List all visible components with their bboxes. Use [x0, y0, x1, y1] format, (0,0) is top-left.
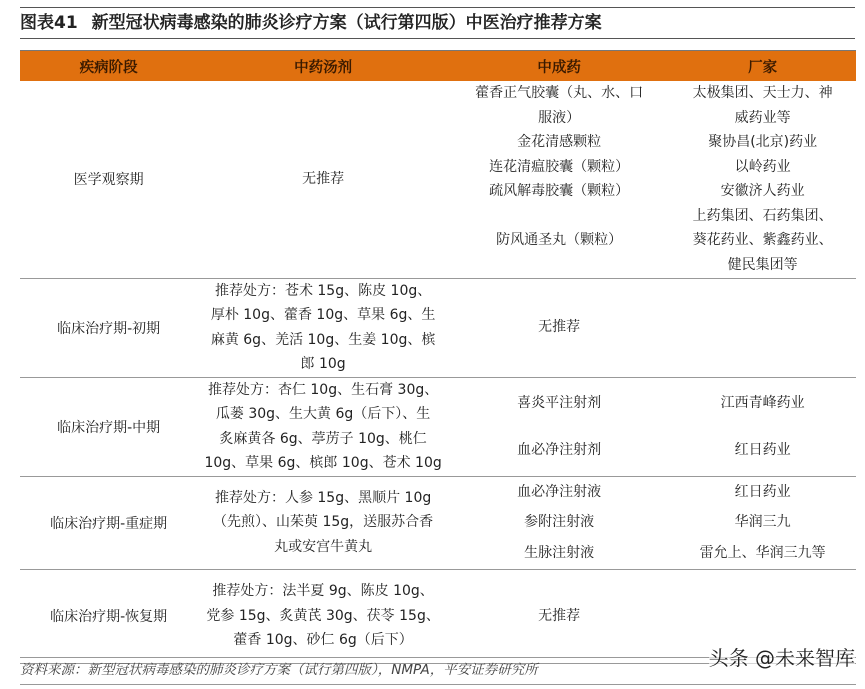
manufacturer-item [669, 438, 856, 463]
patent-medicine-cell [449, 476, 669, 569]
medicine-stack [449, 570, 669, 663]
table-row [20, 476, 856, 569]
stage-cell: 临床治疗期-重症期 [20, 476, 197, 569]
manufacturer-item [669, 130, 856, 155]
medicine-name-line: 防风通圣丸（颗粒） [496, 232, 623, 249]
medicine-name-line: 无推荐 [538, 319, 581, 336]
medicine-name-line: 连花清瘟胶囊（颗粒） [489, 158, 630, 175]
table-row [20, 81, 856, 278]
source-note: 资料来源：新型冠状病毒感染的肺炎诊疗方案（试行第四版），NMPA，平安证券研究所 [20, 657, 856, 685]
maker-stack [669, 280, 856, 375]
decoction-line: 党参 15g、炙黄芪 30g、茯苓 15g、 [206, 607, 440, 624]
figure-title-text: 新型冠状病毒感染的肺炎诊疗方案（试行第四版）中医治疗推荐方案 [91, 13, 602, 33]
medicine-name-line: 金花清感颗粒 [517, 134, 602, 151]
medicine-name-line: 疏风解毒胶囊（颗粒） [489, 183, 630, 200]
manufacturer-cell [669, 81, 856, 278]
manufacturer-cell [669, 278, 856, 377]
medicine-item [449, 130, 669, 155]
maker-stack [669, 380, 856, 473]
manufacturer-item [669, 204, 856, 278]
manufacturer-line: 以岭药业 [734, 158, 791, 175]
header-stage: 疾病阶段 [20, 51, 197, 82]
manufacturer-line: 雷允上、华润三九等 [699, 544, 826, 561]
figure-title [20, 7, 855, 39]
decoction-line: 推荐处方：法半夏 9g、陈皮 10g、 [212, 583, 434, 600]
maker-stack [669, 477, 856, 569]
manufacturer-item [669, 81, 856, 130]
medicine-name-line: 生脉注射液 [524, 544, 595, 561]
manufacturer-item [669, 541, 856, 566]
manufacturer-line: 红日药业 [734, 441, 791, 458]
patent-medicine-cell [449, 569, 669, 663]
medicine-name-line: 无推荐 [538, 607, 581, 624]
decoction-line: 麻黄 6g、羌活 10g、生姜 10g、槟 [210, 331, 436, 348]
stage-cell: 临床治疗期-恢复期 [20, 569, 197, 663]
header-manufacturer: 厂家 [669, 51, 856, 82]
manufacturer-line: 江西青峰药业 [720, 395, 805, 411]
decoction-cell [197, 476, 449, 569]
decoction-line: 10g、草果 6g、槟郎 10g、苍术 10g [204, 455, 442, 471]
decoction-cell [197, 278, 449, 377]
manufacturer-cell [669, 476, 856, 569]
medicine-item [449, 81, 669, 130]
header-decoction: 中药汤剂 [197, 51, 449, 82]
decoction-line: （先煎）、山茱萸 15g，送服苏合香 [213, 514, 434, 531]
medicine-name-line: 服液） [538, 109, 581, 126]
medicine-name-line: 喜炎平注射剂 [517, 395, 602, 411]
stage-cell: 医学观察期 [20, 81, 197, 278]
table-header-row [20, 51, 856, 82]
decoction-line: 推荐处方：人参 15g、黑顺片 10g [214, 489, 432, 506]
medicine-item [449, 391, 669, 416]
decoction-line: 郎 10g [300, 356, 346, 372]
manufacturer-cell [669, 377, 856, 476]
medicine-name-line: 藿香正气胶囊（丸、水、口 [475, 85, 644, 102]
patent-medicine-cell [449, 377, 669, 476]
medicine-item [449, 179, 669, 204]
manufacturer-line: 上药集团、石药集团、 [692, 207, 833, 224]
manufacturer-item [669, 480, 856, 505]
manufacturer-item [669, 179, 856, 204]
medicine-item [449, 204, 669, 278]
maker-stack [669, 81, 856, 277]
manufacturer-line: 安徽济人药业 [720, 183, 805, 200]
decoction-line: 推荐处方：苍术 15g、陈皮 10g、 [214, 282, 432, 299]
decoction-line: 无推荐 [302, 171, 345, 187]
header-patent-medicine: 中成药 [449, 51, 669, 82]
decoction-line: 厚朴 10g、藿香 10g、草果 6g、生 [210, 307, 436, 323]
medicine-stack [449, 380, 669, 473]
medicine-stack [449, 477, 669, 569]
medicine-stack [449, 81, 669, 277]
decoction-line: 推荐处方：杏仁 10g、生石膏 30g、 [207, 381, 439, 398]
decoction-line: 藿香 10g、砂仁 6g（后下） [233, 632, 413, 649]
medicine-item [449, 315, 669, 340]
manufacturer-line: 华润三九 [734, 514, 791, 531]
medicine-name-line: 参附注射液 [524, 514, 595, 531]
decoction-cell [197, 377, 449, 476]
decoction-line: 瓜蒌 30g、生大黄 6g（后下）、生 [215, 406, 431, 422]
patent-medicine-cell [449, 278, 669, 377]
table-row [20, 278, 856, 377]
medicine-name-line: 血必净注射液 [517, 483, 602, 500]
manufacturer-line: 聚协昌(北京)药业 [708, 134, 818, 151]
medicine-stack [449, 280, 669, 375]
decoction-line: 丸或安宫牛黄丸 [274, 538, 373, 555]
medicine-name-line: 血必净注射剂 [517, 441, 602, 458]
medicine-item [449, 604, 669, 629]
medicine-item [449, 155, 669, 180]
manufacturer-line: 红日药业 [734, 483, 791, 500]
table-row [20, 377, 856, 476]
stage-cell: 临床治疗期-中期 [20, 377, 197, 476]
manufacturer-item [669, 155, 856, 180]
decoction-line: 炙麻黄各 6g、葶苈子 10g、桃仁 [219, 430, 427, 447]
patent-medicine-cell [449, 81, 669, 278]
medicine-item [449, 480, 669, 505]
watermark: 头条 @未来智库 [709, 642, 855, 671]
decoction-cell [197, 569, 449, 663]
manufacturer-line: 威药业等 [734, 109, 791, 126]
manufacturer-line: 太极集团、天士力、神 [692, 85, 833, 102]
manufacturer-line: 葵花药业、紫鑫药业、 [692, 232, 833, 249]
decoction-cell [197, 81, 449, 278]
stage-cell: 临床治疗期-初期 [20, 278, 197, 377]
medicine-item [449, 510, 669, 535]
manufacturer-item [669, 391, 856, 416]
tcm-recommendation-table [20, 50, 856, 664]
medicine-item [449, 541, 669, 566]
manufacturer-item [669, 510, 856, 535]
manufacturer-line: 健民集团等 [727, 256, 798, 273]
medicine-item [449, 438, 669, 463]
figure-number: 图表41 [20, 13, 78, 33]
